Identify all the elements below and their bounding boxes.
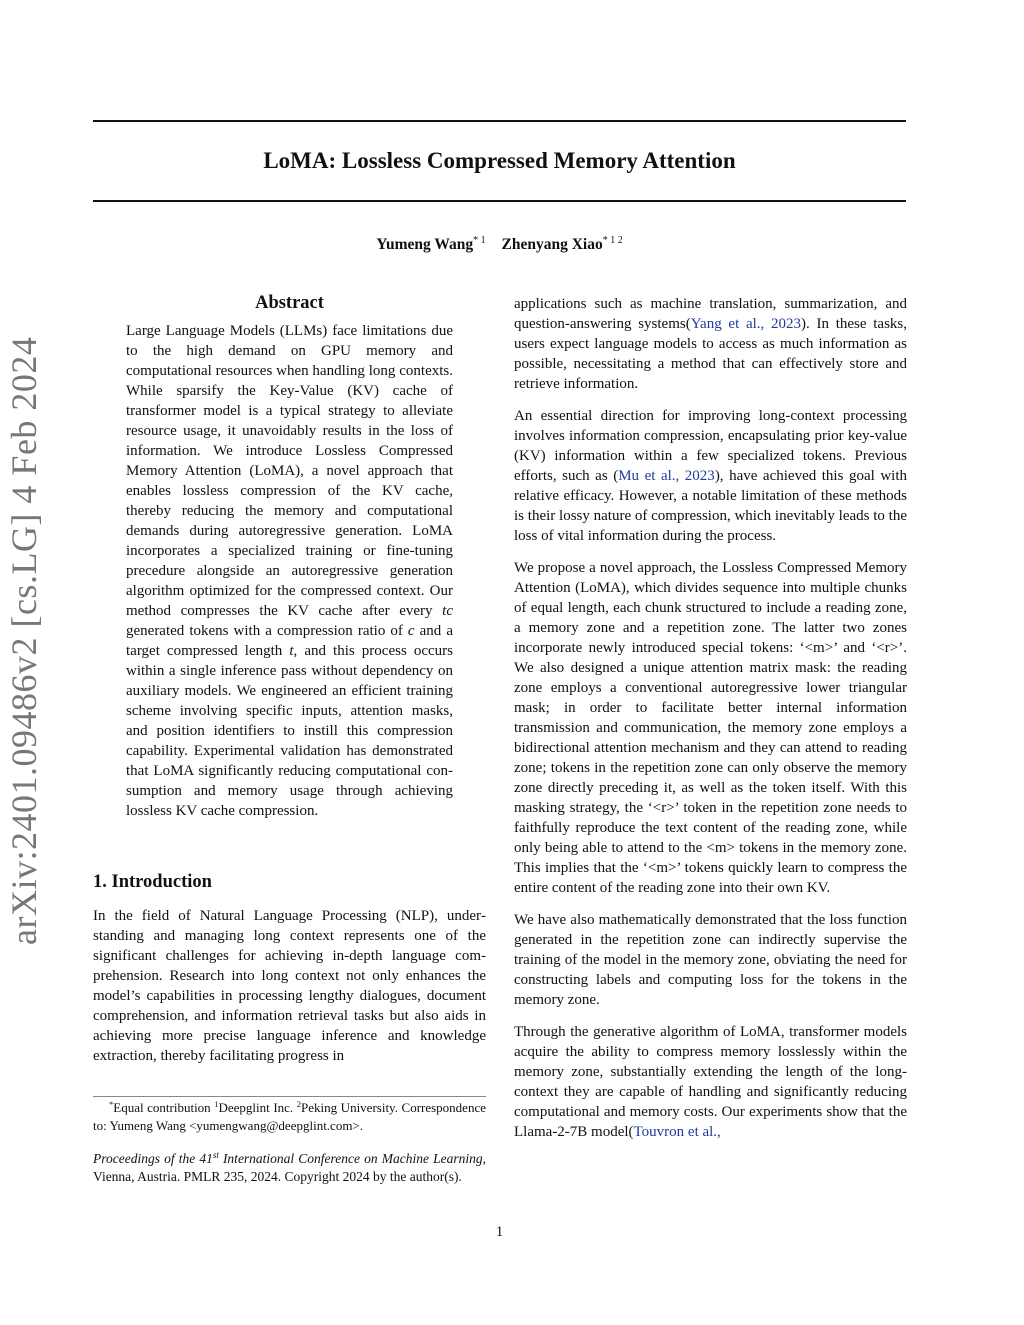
right-paragraph-4: We have also mathematically demonstrated that the loss function generated in the repetition zone can indirectly supervise the training of the model in the memory zone, obviating the need for constructing labels and computing loss for the tokens in the memory zone.: [514, 912, 907, 1008]
intro-paragraph-1: In the field of Natural Language Processing (NLP), understanding and managing long context represents one of the significant challenges for achieving in-depth language comprehension. Research into long context not only enhances the model’s capabilities in processing lengthy dialogues, document comprehension, and information retrieval tasks but also aids in achieving more precise language inference and knowledge extraction, thereby facilitating progress in: [93, 908, 486, 1064]
proceedings-rest: , Vienna, Austria. PMLR 235, 2024. Copyright 2024 by the author(s).: [93, 1151, 486, 1184]
proceedings-italic: [93, 1151, 483, 1166]
right-p5-text-a: Through the generative algorithm of LoMA, transformer models acquire the ability to compress memory losslessly within the memory zone, substantially extending the length of the long-context they are capable of handling and significantly reducing computational and memory costs. Our experiments show that the Llama-2-7B model(: [514, 1024, 907, 1140]
citation-touvron[interactable]: Touvron et al.,: [633, 1124, 721, 1140]
author-1: [376, 236, 485, 253]
citation-mu-2023[interactable]: Mu et al., 2023: [618, 468, 715, 484]
title-rule-bottom: [93, 200, 906, 202]
page-number: 1: [495, 1224, 504, 1240]
right-paragraph-5: [514, 1022, 907, 1142]
right-p2-text-a: An essential direction for improving long-context processing involves information compression, encapsulating prior key-value (KV) information within a few specialized tokens. Previous efforts, such as (: [514, 408, 907, 484]
proceedings-note: [93, 1150, 486, 1186]
footnote-aff1: Deepglint Inc.: [218, 1100, 297, 1115]
abstract-body: [126, 321, 453, 821]
footnote-aff2: Peking University. Correspondence to: Yumeng Wang <yumengwang@deepglint.com>.: [93, 1100, 486, 1133]
paper-title: LoMA: Lossless Compressed Memory Attention: [263, 148, 736, 173]
left-column: [93, 291, 486, 1078]
author-1-name: Yumeng Wang: [376, 236, 474, 253]
abstract-text-1: Large Language Models (LLMs) face limitations due to the high demand on GPU memory and computational resources when handling long contexts. While sparsify the Key-Value (KV) cache of transformer model is a typical strategy to alleviate resource usage, it unavoidably results in the loss of information. We introduce Lossless Compressed Memory Attention (LoMA), a novel approach that enables lossless compression of the KV cache, thereby reducing the memory and computational demands during autoregressive generation. LoMA incorporates a specialized training or fine-tuning precedure alongside an autoregressive generation algorithm optimized for the compressed context. Our method compresses the KV cache after every: [126, 323, 453, 619]
abstract-text-4: , and this process occurs within a single inference pass without dependency on auxiliary models. We engineered an efficient training scheme involving specific inputs, attention masks, and position identifiers to instill this compression capability. Experimental validation has demonstrated that LoMA significantly reducing computational consumption and memory usage through achieving lossless KV cache compression.: [126, 643, 453, 819]
abstract-math-tc: tc: [442, 603, 453, 619]
proceedings-number: 41: [199, 1151, 213, 1166]
right-paragraph-2: [514, 406, 907, 546]
footnote-affiliations: [93, 1099, 486, 1135]
author-1-affiliation: * 1: [473, 235, 486, 246]
intro-heading: 1. Introduction: [93, 872, 212, 892]
proceedings-sup: st: [212, 1150, 219, 1160]
right-p2-text-b: ), have achieved this goal with relative efficacy. However, a notable limitation of these methods is their lossy nature of compression, which inevitably leads to the loss of vital information during the process.: [514, 468, 907, 544]
footnote-mark: *: [109, 1099, 114, 1109]
abstract-math-t: t: [289, 643, 294, 659]
proceedings-conference: International Conference on Machine Learning: [218, 1151, 483, 1166]
right-paragraph-1: [514, 294, 907, 394]
arxiv-stamp: arXiv:2401.09486v2 [cs.LG] 4 Feb 2024: [4, 336, 44, 945]
right-p1-text-b: ). In these tasks, users expect language models to access as much information as possible, necessitating a method that can effectively store and retrieve information.: [514, 316, 907, 392]
abstract-math-c: c: [407, 623, 415, 639]
proceedings-pre: Proceedings of the: [93, 1151, 200, 1166]
footnote-aff2-number: 2: [296, 1099, 301, 1109]
abstract-text-2: generated tokens with a compression ratio of: [126, 623, 408, 639]
citation-yang-2023[interactable]: Yang et al., 2023: [690, 316, 802, 332]
footnotes: [93, 1096, 486, 1135]
right-paragraph-3: We propose a novel approach, the Lossless Compressed Memory Attention (LoMA), which divides sequence into multiple chunks of equal length, each chunk structured to include a reading zone, a memory zone and a repetition zone. The latter two zones incorporate newly introduced special tokens: ‘<m>’ and ‘<r>’. We also designed a unique attention matrix mask: the reading zone employs a conventional autoregressive lower triangular mask; in order to facilitate better internal information transmission and communication, the memory zone employs a bidirectional attention mechanism and they can attend to reading zone; tokens in the repetition zone can only observe the memory zone directly preceding it, as well as the token itself. With this masking strategy, the ‘<r>’ token in the repetition zone needs to faithfully reproduce the text content of the reading zone, while only being able to attend to the <m> tokens in the memory zone. This implies that the ‘<m>’ tokens quickly learn to compress the entire content of the reading zone into their own KV.: [514, 560, 907, 896]
abstract-heading: Abstract: [255, 293, 324, 313]
right-column: [514, 294, 907, 1154]
author-2: [502, 236, 623, 253]
footnote-aff1-number: 1: [214, 1099, 219, 1109]
author-list: [93, 234, 906, 256]
author-2-affiliation: * 1 2: [602, 235, 623, 246]
author-2-name: Zhenyang Xiao: [501, 236, 603, 253]
right-p1-text-a: applications such as machine translation, summarization, and question-answering systems(: [514, 296, 907, 332]
title-rule-top: [93, 120, 906, 122]
abstract-text-3: and a target compressed length: [126, 623, 453, 659]
footnote-equal-contribution: Equal contribution: [113, 1100, 215, 1115]
